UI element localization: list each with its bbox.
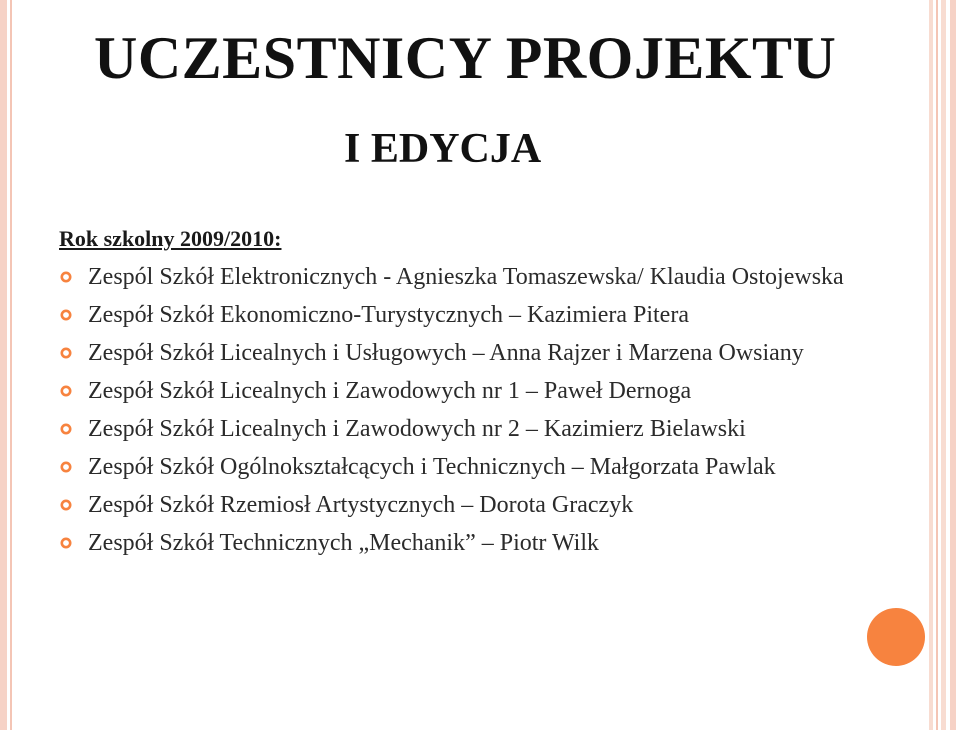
list-item-text: Zespól Szkół Elektronicznych - Agnieszka Tomaszewska/ Klaudia Ostojewska [88, 264, 844, 290]
orange-ring-icon [60, 385, 72, 397]
orange-ring-icon [60, 461, 72, 473]
list-item [60, 301, 883, 330]
list-item [60, 491, 883, 520]
page-title: UCZESTNICY PROJEKTU [94, 25, 837, 91]
list-item [60, 263, 883, 292]
participants-list [60, 263, 883, 567]
list-item [60, 377, 883, 406]
decorative-orange-circle [867, 608, 925, 666]
list-item [60, 415, 883, 444]
list-item [60, 529, 883, 558]
orange-ring-icon [60, 271, 72, 283]
list-item-text: Zespół Szkół Licealnych i Usługowych – Anna Rajzer i Marzena Owsiany [88, 340, 804, 366]
school-year-label: Rok szkolny 2009/2010: [59, 226, 282, 251]
list-item-text: Zespół Szkół Ogólnokształcących i Technicznych – Małgorzata Pawlak [88, 454, 776, 480]
orange-ring-icon [60, 537, 72, 549]
list-item [60, 339, 883, 368]
list-item-text: Zespół Szkół Rzemiosł Artystycznych – Dorota Graczyk [88, 492, 634, 518]
orange-ring-icon [60, 499, 72, 511]
page-subtitle: I EDYCJA [344, 126, 542, 172]
orange-ring-icon [60, 423, 72, 435]
orange-ring-icon [60, 309, 72, 321]
list-item-text: Zespół Szkół Technicznych „Mechanik” – Piotr Wilk [88, 530, 600, 556]
decorative-stripe [0, 0, 7, 730]
decorative-stripe [10, 0, 12, 730]
list-item-text: Zespół Szkół Licealnych i Zawodowych nr 1 – Paweł Dernoga [88, 378, 692, 404]
decorative-stripe [950, 0, 956, 730]
decorative-stripe [929, 0, 933, 730]
list-item [60, 453, 883, 482]
decorative-stripe [941, 0, 946, 730]
list-item-text: Zespół Szkół Ekonomiczno-Turystycznych – Kazimiera Pitera [88, 302, 689, 328]
list-item-text: Zespół Szkół Licealnych i Zawodowych nr 2 – Kazimierz Bielawski [88, 416, 746, 442]
orange-ring-icon [60, 347, 72, 359]
decorative-stripe [936, 0, 938, 730]
